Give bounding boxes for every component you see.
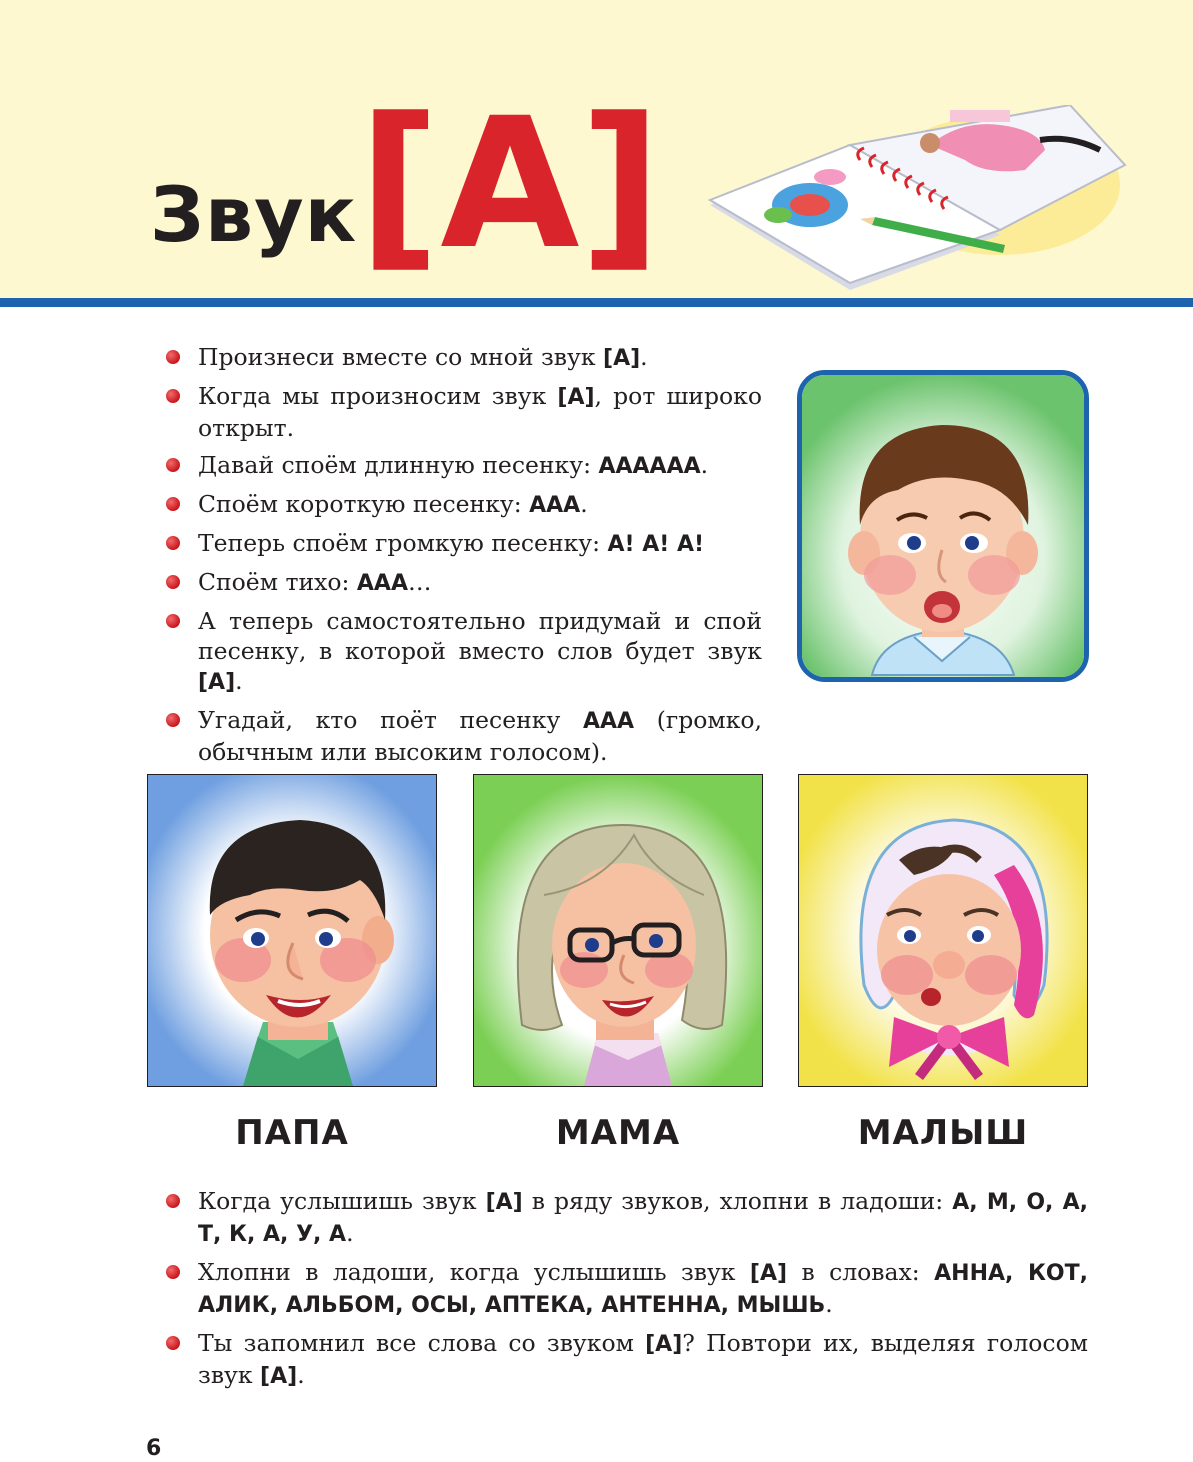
instruction-item bbox=[150, 450, 762, 482]
baby-face-illustration bbox=[799, 775, 1087, 1086]
mom-face-illustration bbox=[474, 775, 762, 1086]
instruction-item bbox=[150, 567, 762, 599]
emphasized-sound: ААА bbox=[356, 571, 408, 596]
emphasized-sound: А, М, О, А, Т, К, А, У, А bbox=[198, 1190, 1089, 1247]
caption-mom: МАМА bbox=[555, 1113, 681, 1153]
instruction-item bbox=[150, 342, 762, 374]
caption-dad: ПАПА bbox=[235, 1113, 349, 1153]
instruction-text: Теперь споём громкую песенку: А! А! А! bbox=[198, 529, 705, 557]
header-rule bbox=[0, 298, 1193, 307]
emphasized-sound: АННА, КОТ, АЛИК, АЛЬБОМ, ОСЫ, АПТЕКА, АНТЕННА, МЫШЬ bbox=[198, 1261, 1088, 1318]
emphasized-sound: АААААА bbox=[598, 454, 701, 479]
instruction-item bbox=[150, 1186, 1088, 1250]
instruction-text: Когда мы произносим звук [А], рот широко открыт. bbox=[198, 382, 762, 442]
instruction-text: Когда услышишь звук [А] в ряду звуков, хлопни в ладоши: А, М, О, А, Т, К, А, У, А. bbox=[198, 1187, 1089, 1247]
emphasized-sound: [А] bbox=[557, 385, 595, 410]
page-number: 6 bbox=[146, 1436, 162, 1461]
bullet-icon bbox=[166, 458, 180, 472]
instruction-item bbox=[150, 528, 762, 560]
instruction-text: Ты запомнил все слова со звуком [А]? Повтори их, выделяя голосом звук [А]. bbox=[198, 1329, 1088, 1389]
emphasized-sound: [А] bbox=[603, 346, 641, 371]
bullet-icon bbox=[166, 389, 180, 403]
emphasized-sound: А! А! А! bbox=[607, 532, 705, 557]
notebook-illustration bbox=[700, 105, 1140, 295]
instruction-text: Споём короткую песенку: ААА. bbox=[198, 490, 588, 518]
emphasized-sound: ААА bbox=[529, 493, 581, 518]
instruction-text: Споём тихо: ААА… bbox=[198, 568, 432, 596]
boy-face-illustration bbox=[802, 375, 1084, 677]
title-letter: [А] bbox=[358, 80, 662, 289]
dad-portrait bbox=[147, 774, 437, 1087]
emphasized-sound: [А] bbox=[260, 1364, 298, 1389]
emphasized-sound: [А] bbox=[749, 1261, 788, 1286]
bullet-icon bbox=[166, 536, 180, 550]
bullet-icon bbox=[166, 350, 180, 364]
mom-portrait bbox=[473, 774, 763, 1087]
emphasized-sound: [А] bbox=[198, 670, 236, 695]
dad-face-illustration bbox=[148, 775, 436, 1086]
emphasized-sound: [А] bbox=[645, 1332, 683, 1357]
instruction-item bbox=[150, 1328, 1088, 1392]
emphasized-sound: [А] bbox=[485, 1190, 523, 1215]
bullet-icon bbox=[166, 1194, 180, 1208]
instruction-text: Хлопни в ладоши, когда услышишь звук [А] в словах: АННА, КОТ, АЛИК, АЛЬБОМ, ОСЫ, АПТЕКА, АНТЕННА, МЫШЬ. bbox=[198, 1258, 1088, 1318]
instruction-text: Произнеси вместе со мной звук [А]. bbox=[198, 343, 648, 371]
bullet-icon bbox=[166, 614, 180, 628]
instruction-item bbox=[150, 489, 762, 521]
bullet-icon bbox=[166, 575, 180, 589]
instruction-list-top bbox=[150, 342, 762, 774]
emphasized-sound: ААА bbox=[582, 709, 635, 734]
instruction-item bbox=[150, 381, 762, 443]
title-word: Звук bbox=[150, 170, 358, 259]
instruction-item bbox=[150, 705, 762, 767]
instruction-text: А теперь самостоятельно придумай и спой песенку, в которой вместо слов будет звук [А]. bbox=[198, 607, 762, 695]
boy-portrait-frame bbox=[797, 370, 1089, 682]
instruction-list-bottom bbox=[150, 1186, 1088, 1399]
instruction-item bbox=[150, 606, 762, 698]
instruction-item bbox=[150, 1257, 1088, 1321]
bullet-icon bbox=[166, 1336, 180, 1350]
baby-portrait bbox=[798, 774, 1088, 1087]
bullet-icon bbox=[166, 1265, 180, 1279]
bullet-icon bbox=[166, 713, 180, 727]
instruction-text: Угадай, кто поёт песенку ААА (громко, обычным или высоким голосом). bbox=[198, 706, 763, 766]
instruction-text: Давай споём длинную песенку: АААААА. bbox=[198, 451, 709, 479]
caption-baby: МАЛЫШ bbox=[857, 1113, 1029, 1153]
bullet-icon bbox=[166, 497, 180, 511]
